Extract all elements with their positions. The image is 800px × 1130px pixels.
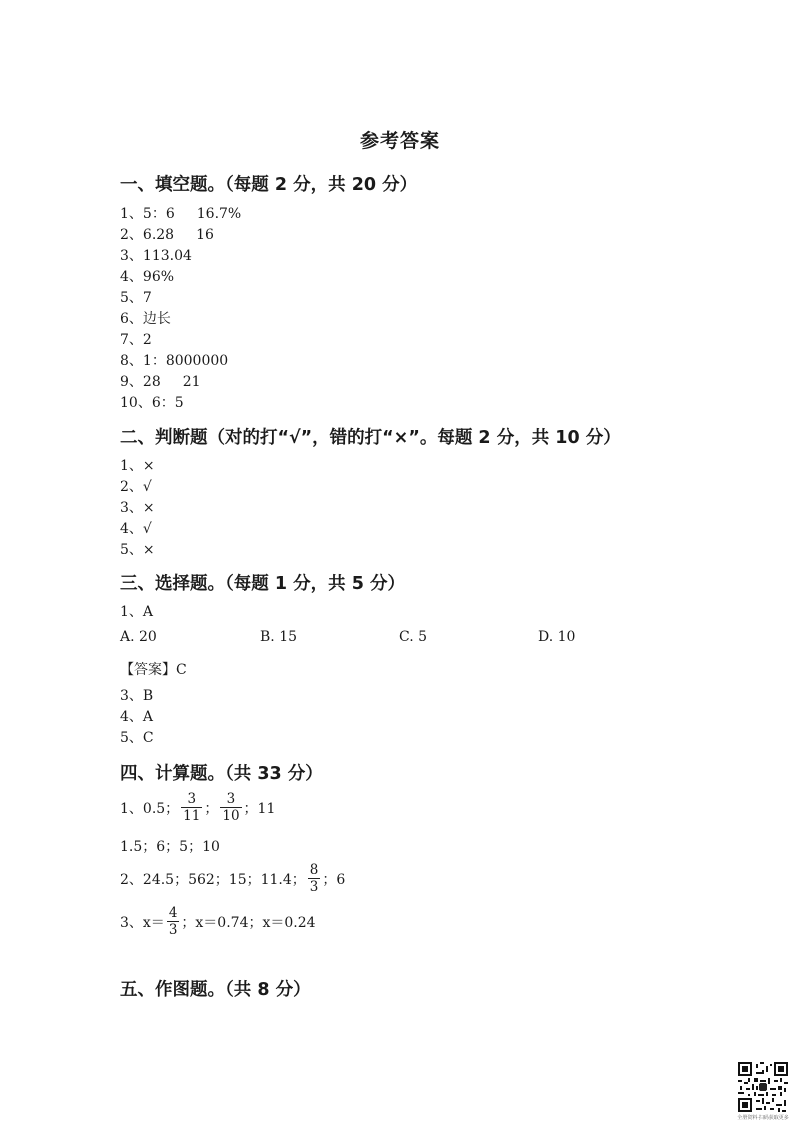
option-a: A. 20 [120, 629, 157, 645]
answer-line: 3、× [120, 500, 155, 516]
answer-line: 1、A [120, 604, 154, 620]
section-1-heading: 一、填空题。（每题 2 分，共 20 分） [120, 175, 418, 195]
answer-line: 3、B [120, 688, 154, 704]
option-d: D. 10 [538, 629, 576, 645]
answer-tag: 【答案】C [120, 662, 187, 678]
answer-line: 10、6：5 [120, 395, 184, 411]
answer-line: 6、边长 [120, 311, 171, 327]
answer-line: 4、√ [120, 521, 152, 537]
answer-line: 8、1：8000000 [120, 353, 229, 369]
fraction: $\frac{8}{3}$ [309, 862, 319, 895]
fraction: $\frac{3}{10}$ [222, 791, 240, 824]
qr-caption: 全册资料·扫码获取更多 [737, 1115, 789, 1121]
answer-line: 5、C [120, 730, 154, 746]
answer-line: 1、5：6 16.7% [120, 206, 242, 222]
section-2-heading: 二、判断题（对的打“√”，错的打“×”。每题 2 分，共 10 分） [120, 428, 621, 448]
answer-line: 9、28 21 [120, 374, 201, 390]
calc-answer-line-4: 3、x＝ $\frac{4}{3}$ ；x＝0.74；x＝0.24 [120, 905, 316, 938]
calc-answer-line-3: 2、24.5；562；15；11.4； $\frac{8}{3}$ ；6 [120, 862, 346, 895]
answer-line: 7、2 [120, 332, 152, 348]
answer-line: 1、× [120, 458, 155, 474]
answer-line: 5、7 [120, 290, 152, 306]
section-3-heading: 三、选择题。（每题 1 分，共 5 分） [120, 574, 405, 594]
fraction: $\frac{4}{3}$ [168, 905, 178, 938]
calc-answer-line-1: 1、0.5； $\frac{3}{11}$ ； $\frac{3}{10}$ ；11 [120, 791, 276, 824]
answer-line: 4、96% [120, 269, 175, 285]
answer-line: 5、× [120, 542, 155, 558]
qr-code-icon [738, 1062, 788, 1112]
answer-line: 2、6.28 16 [120, 227, 214, 243]
calc-answer-line-2: 1.5；6；5；10 [120, 839, 220, 855]
page-title: 参考答案 [359, 130, 440, 152]
answer-line: 4、A [120, 709, 154, 725]
fraction: $\frac{3}{11}$ [183, 791, 201, 824]
section-4-heading: 四、计算题。（共 33 分） [120, 764, 323, 784]
option-b: B. 15 [260, 629, 298, 645]
section-5-heading: 五、作图题。（共 8 分） [120, 980, 311, 1000]
option-c: C. 5 [399, 629, 428, 645]
answer-line: 2、√ [120, 479, 152, 495]
answer-line: 3、113.04 [120, 248, 192, 264]
